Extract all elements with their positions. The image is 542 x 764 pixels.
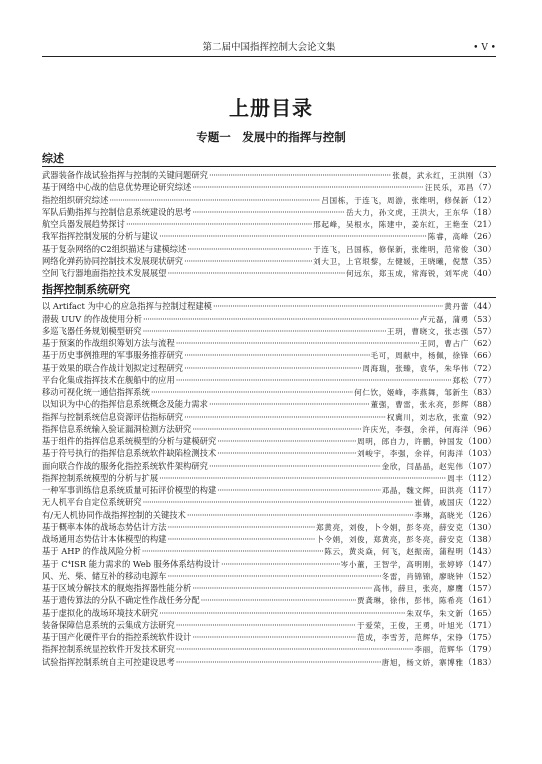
- entry-page: （18）: [468, 206, 496, 217]
- entry-title: 空间飞行器地面指控技术发展展望: [42, 268, 167, 278]
- entry-authors: 周丰: [447, 473, 464, 483]
- entry-page: （179）: [463, 644, 496, 655]
- entry-page: （12）: [468, 194, 496, 205]
- entry-authors: 李琳，高晓光: [414, 510, 464, 520]
- entry-authors: 陈云，黄炎焱，何飞，赵振南，蒲程明: [324, 547, 464, 557]
- entry-title: 指挥与控制系统信息资源评估指标研究: [42, 411, 184, 422]
- entry-authors: 许庆光，李强，余祥，何海洋: [362, 424, 469, 434]
- entry-authors: 汪民乐，邓昌: [424, 183, 475, 193]
- entry-title: 移动可视化统一通信指挥系统: [42, 387, 150, 397]
- toc-entry[interactable]: [42, 558, 496, 570]
- entry-authors: 王同，曹占广: [419, 339, 469, 348]
- entry-authors: 何远东，郑玉成，常海锐，刘军虎: [345, 269, 469, 278]
- running-title: 第二届中国指挥控制大会论文集: [202, 42, 336, 53]
- toc-entry[interactable]: [42, 349, 496, 361]
- dot-leader: [159, 607, 405, 619]
- entry-authors: 高伟，薛旦，张亮，廖鹰: [373, 584, 464, 593]
- entry-authors: 周海瑞，张臻，袁华，朱华伟: [362, 363, 469, 373]
- entry-title: 基于国产化硬件平台的指控系统软件设计: [42, 632, 192, 642]
- entry-title: 我军指挥控制发展的分析与建议: [42, 231, 159, 242]
- toc-entry[interactable]: [42, 472, 496, 484]
- entry-title: 潜载 UUV 的作战使用分析: [42, 313, 142, 324]
- entry-title: 有/无人机协同作战指挥控制的关键技术: [42, 509, 186, 520]
- dot-leader: [187, 509, 414, 521]
- entry-title: 基于复杂网络的C2组织描述与建模综述: [42, 243, 187, 254]
- entry-authors: 贾龚琳，徐伟，彭伟，陈希亮: [357, 596, 464, 606]
- entry-title: 风、光、柴、储互补的移动电源车: [42, 570, 167, 581]
- dot-leader: [192, 582, 372, 594]
- dot-leader: [167, 521, 315, 533]
- dot-leader: [184, 349, 369, 361]
- toc-entry[interactable]: [42, 362, 496, 374]
- entry-page: （83）: [468, 387, 496, 397]
- entry-page: （44）: [468, 301, 496, 312]
- entry-page: （183）: [463, 656, 496, 667]
- running-header: [42, 40, 496, 57]
- entry-title: 网络化弹药协同控制技术发展现状研究: [42, 255, 184, 266]
- toc-entry[interactable]: [42, 656, 496, 668]
- toc-entry[interactable]: [42, 545, 496, 557]
- entry-authors: 张晨，武永红，王洪刚: [392, 171, 475, 180]
- toc-entry[interactable]: [42, 398, 496, 410]
- entry-authors: 冬雷，肖锦锦，廖晓钟: [381, 571, 464, 581]
- toc-entry[interactable]: [42, 643, 496, 655]
- dot-leader: [167, 570, 380, 582]
- dot-leader: [221, 558, 340, 570]
- dot-leader: [142, 545, 324, 557]
- dot-leader: [176, 337, 419, 349]
- entry-title: 基于 AHP 的作战风险分析: [42, 546, 141, 557]
- entry-authors: 黄丹蕾: [444, 302, 469, 312]
- entry-authors: 崔倩，戚国庆: [414, 498, 464, 508]
- toc-entry[interactable]: [42, 206, 496, 218]
- entry-page: （157）: [463, 583, 496, 593]
- dot-leader: [167, 533, 315, 545]
- toc-entry[interactable]: [42, 411, 496, 423]
- entry-page: （7）: [474, 182, 496, 193]
- entry-page: （112）: [463, 472, 496, 483]
- entry-title: 指挥控制系统模型的分析与扩展: [42, 472, 159, 483]
- entry-title: 一种军事训练信息系统质量可拓评价模型的构建: [42, 485, 217, 495]
- entry-page: （100）: [463, 436, 496, 446]
- entry-authors: 岳大力，孙文虎，王洪大，王东华: [345, 207, 469, 217]
- entry-page: （117）: [463, 485, 496, 495]
- dot-leader: [143, 496, 414, 508]
- dot-leader: [201, 594, 356, 606]
- toc-entry[interactable]: [42, 255, 496, 267]
- entry-authors: 于连飞，吕国栋，修保新，张维明，范常俊: [313, 244, 469, 254]
- entry-page: （26）: [468, 231, 496, 242]
- dot-leader: [217, 484, 380, 496]
- entry-title: 战场通用态势估计本体模型的构建: [42, 534, 167, 544]
- topic-subtitle: 专题一 发展中的指挥与控制: [196, 130, 346, 144]
- dot-leader: [209, 460, 381, 472]
- dot-leader: [187, 243, 312, 255]
- entry-page: （152）: [463, 570, 496, 581]
- toc-entry[interactable]: [42, 509, 496, 521]
- entry-page: （130）: [463, 521, 496, 532]
- entry-title: 基于 C⁴ISR 能力需求的 Web 服务体系结构设计: [42, 558, 220, 569]
- toc-entry[interactable]: [42, 386, 496, 398]
- dot-leader: [192, 206, 345, 218]
- entry-title: 基于组件的指挥信息系统模型的分析与建模研究: [42, 436, 217, 446]
- entry-page: （21）: [468, 219, 496, 229]
- entry-page: （96）: [468, 423, 496, 434]
- entry-authors: 董强，曹雷，张永亮，彭辉: [370, 400, 469, 410]
- entry-page: （40）: [468, 268, 496, 278]
- entry-page: （3）: [474, 170, 496, 180]
- entry-page: （103）: [463, 448, 496, 459]
- entry-title: 军队后勤指挥与控制信息系统建设的思考: [42, 206, 192, 217]
- entry-page: （92）: [468, 411, 496, 422]
- entry-title: 基于预案的作战组织筹划方法与流程: [42, 338, 175, 348]
- entry-authors: 吕国栋，于连飞，周游，张维明，修保新: [321, 195, 469, 205]
- toc-entry[interactable]: [42, 169, 496, 181]
- entry-authors: 岑小董，王智学，高明刚，张婷婷: [340, 559, 464, 569]
- toc-entry[interactable]: [42, 337, 496, 349]
- entry-title: 面向联合作战的服务化指控系统软件架构研究: [42, 460, 208, 471]
- dot-leader: [176, 619, 356, 631]
- toc-entry[interactable]: [42, 570, 496, 582]
- toc-entry[interactable]: [42, 218, 496, 230]
- dot-leader: [126, 218, 312, 230]
- entry-page: （53）: [468, 313, 496, 324]
- entry-title: 指挥控制系统显控软件开发技术研究: [42, 644, 175, 655]
- entry-page: （161）: [463, 595, 496, 606]
- entry-authors: 范成，李雪芳，范辉华，宋铮: [357, 633, 464, 642]
- entry-title: 指控组织研究综述: [42, 194, 109, 205]
- dot-leader: [176, 656, 381, 668]
- dot-leader: [192, 631, 356, 643]
- toc-entry[interactable]: [42, 619, 496, 631]
- entry-authors: 郑松: [452, 375, 469, 385]
- entry-title: 以知识为中心的指挥信息系统概念及能力需求: [42, 399, 208, 410]
- toc-entry[interactable]: [42, 423, 496, 435]
- entry-title: 多巡飞器任务规划模型研究: [42, 325, 142, 336]
- dot-leader: [176, 374, 452, 386]
- entry-title: 试验指挥控制系统自主可控建设思考: [42, 656, 175, 667]
- entry-authors: 何仁饮，姬峰，李燕舞，邹新生: [354, 388, 469, 397]
- dot-leader: [109, 194, 320, 206]
- entry-page: （165）: [463, 607, 496, 618]
- entry-title: 航空兵器发展趋势探讨: [42, 219, 125, 229]
- toc-entry[interactable]: [42, 484, 496, 496]
- entry-page: （77）: [468, 374, 496, 385]
- entry-authors: 朱双华，朱文新: [406, 608, 464, 618]
- entry-authors: 刘峻宇，李强，余祥，何海洋: [357, 449, 464, 459]
- toc-entry[interactable]: [42, 181, 496, 193]
- entry-authors: 卢元磊，蒲勇: [419, 314, 469, 324]
- entry-authors: 毛可，周献中，杨佩，徐锋: [370, 351, 469, 361]
- entry-title: 基于区域分解技术的舰炮指挥器性能分析: [42, 583, 192, 593]
- dot-leader: [159, 230, 427, 242]
- entry-page: （35）: [468, 255, 496, 266]
- dot-leader: [176, 643, 414, 655]
- toc-entry[interactable]: [42, 230, 496, 242]
- entry-page: （88）: [468, 399, 496, 410]
- entry-page: （175）: [463, 632, 496, 642]
- entry-title: 基于虚拟化的战场环境技术研究: [42, 607, 159, 618]
- toc-entry[interactable]: [42, 313, 496, 325]
- dot-leader: [213, 300, 443, 312]
- dot-leader: [192, 423, 361, 435]
- dot-leader: [143, 313, 419, 325]
- toc-entry[interactable]: [42, 435, 496, 447]
- entry-authors: 权冀川，刘志欣，张童: [386, 412, 469, 422]
- entry-page: （171）: [463, 619, 496, 630]
- toc-entry[interactable]: [42, 374, 496, 386]
- toc-entry[interactable]: [42, 300, 496, 312]
- entry-authors: 郑黄亮，刘俊，卜令娟，彭冬亮，薛安克: [316, 522, 464, 532]
- entry-title: 平台化集成指挥技术在舰船中的应用: [42, 374, 175, 385]
- toc-entry[interactable]: [42, 521, 496, 533]
- entry-title: 武器装备作战试验指挥与控制的关键问题研究: [42, 170, 208, 180]
- dot-leader: [143, 325, 386, 337]
- entry-page: （57）: [468, 325, 496, 336]
- toc-title: 上册目录: [229, 96, 313, 120]
- dot-leader: [209, 398, 370, 410]
- toc-entry[interactable]: [42, 496, 496, 508]
- toc-entry[interactable]: [42, 533, 496, 545]
- dot-leader: [184, 411, 386, 423]
- toc-entry[interactable]: [42, 447, 496, 459]
- entry-authors: 刘大卫，上官垠黎，左健媛，王晓曦，倪慧: [313, 256, 469, 266]
- dot-leader: [184, 255, 312, 267]
- dot-leader: [167, 267, 344, 279]
- entry-authors: 周明，郎自力，许鹏，钟国发: [357, 437, 464, 446]
- entry-title: 基于概率本体的战场态势估计方法: [42, 521, 167, 532]
- dot-leader: [217, 435, 356, 447]
- dot-leader: [159, 472, 446, 484]
- entry-page: （126）: [463, 509, 496, 520]
- entry-page: （147）: [463, 558, 496, 569]
- dot-leader: [151, 386, 353, 398]
- entry-title: 指挥信息系统输入验证漏洞检测方法研究: [42, 423, 192, 434]
- entry-title: 基于历史事例推理的军事服务推荐研究: [42, 350, 184, 361]
- entry-page: （107）: [463, 460, 496, 471]
- entry-page: （62）: [468, 338, 496, 348]
- entry-authors: 于爱荣，王俊，王勇，叶旭光: [357, 620, 464, 630]
- dot-leader: [192, 181, 424, 193]
- entry-authors: 邢起峰，吴根水，陈建中，姜东红，王艳奎: [313, 220, 469, 229]
- entry-authors: 卜令娟，刘俊，郑黄亮，彭冬亮，薛安克: [316, 535, 464, 544]
- toc-entry[interactable]: [42, 594, 496, 606]
- entry-authors: 金欣，闫晶晶，赵宪伟: [381, 461, 464, 471]
- entry-authors: 陈睿，高峰: [427, 232, 469, 242]
- entry-title: 无人机平台自定位系统研究: [42, 497, 142, 508]
- toc-entry[interactable]: [42, 267, 496, 279]
- section-heading: 综述: [42, 152, 496, 167]
- entry-page: （66）: [468, 350, 496, 361]
- dot-leader: [209, 169, 391, 181]
- entry-title: 基于遗传算法的分队不确定性作战任务分配: [42, 595, 200, 606]
- toc-entry[interactable]: [42, 607, 496, 619]
- entry-page: （30）: [468, 243, 496, 254]
- table-of-contents: [42, 152, 496, 668]
- toc-entry[interactable]: [42, 582, 496, 594]
- entry-authors: 唐旭，杨文娇，寨博雅: [381, 657, 464, 667]
- toc-entry[interactable]: [42, 243, 496, 255]
- toc-entry[interactable]: [42, 631, 496, 643]
- entry-authors: 邓晶，魏文辉，田洪亮: [381, 486, 464, 495]
- entry-title: 基于符号执行的指挥信息系统软件缺陷检测技术: [42, 448, 217, 459]
- dot-leader: [184, 362, 361, 374]
- dot-leader: [217, 447, 356, 459]
- entry-page: （122）: [463, 497, 496, 508]
- toc-entry[interactable]: [42, 460, 496, 472]
- page-number: • V •: [473, 43, 496, 53]
- entry-title: 基于网络中心战的信息优势理论研究综述: [42, 182, 192, 193]
- entry-title: 基于效果的联合作战计划拟定过程研究: [42, 362, 184, 373]
- entry-page: （72）: [468, 362, 496, 373]
- entry-page: （143）: [463, 546, 496, 557]
- section-heading: 指挥控制系统研究: [42, 283, 496, 298]
- entry-title: 装备保障信息系统的云集成方法研究: [42, 619, 175, 630]
- entry-title: 以 Artifact 为中心的应急指挥与控制过程建模: [42, 301, 212, 312]
- entry-authors: 李丽，范辉华: [414, 645, 464, 655]
- entry-page: （138）: [463, 534, 496, 544]
- toc-entry[interactable]: [42, 325, 496, 337]
- entry-authors: 王玥，曹晓文，张志强: [386, 326, 469, 336]
- toc-entry[interactable]: [42, 194, 496, 206]
